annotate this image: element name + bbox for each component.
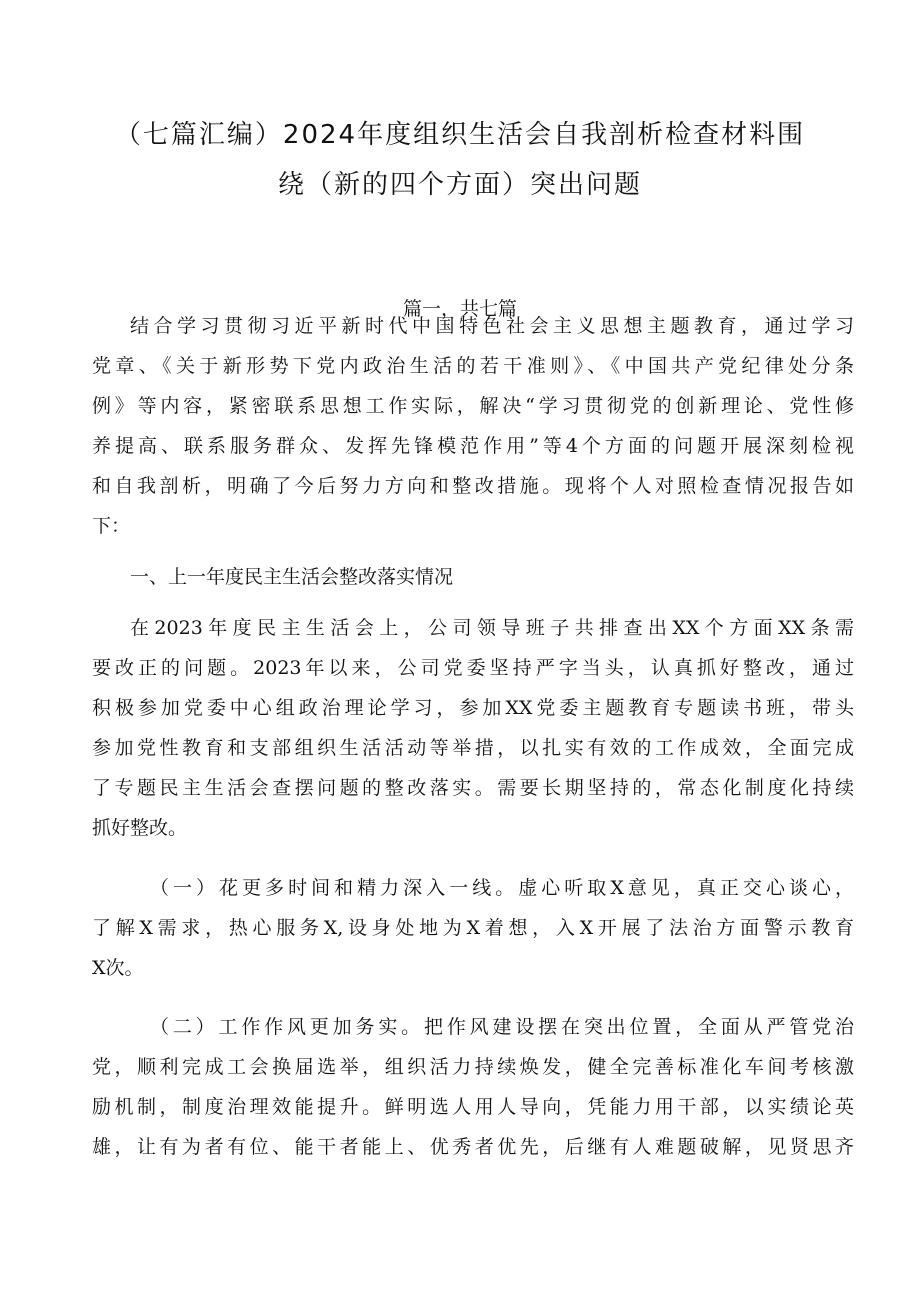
paragraph-line: 了专题民主生活会查摆问题的整改落实。需要长期坚持的，常态化制度化持续 <box>92 777 854 799</box>
paragraph-line: 雄，让有为者有位、能干者能上、优秀者优先，后继有人难题破解，见贤思齐 <box>92 1136 854 1158</box>
paragraph-line: 了解X需求，热心服务X,设身处地为X着想，入X开展了法治方面警示教育 <box>92 917 854 939</box>
paragraph-line: 和自我剖析，明确了今后努力方向和整改措施。现将个人对照检查情况报告如 <box>92 475 854 497</box>
paragraph-line: （一）花更多时间和精力深入一线。虚心听取X意见，真正交心谈心， <box>150 877 854 899</box>
section-heading: 一、上一年度民主生活会整改落实情况 <box>130 566 454 588</box>
section-subtitle: 篇一，共七篇 <box>402 298 517 320</box>
paragraph-line: 党章、《关于新形势下党内政治生活的若干准则》、《中国共产党纪律处分条 <box>92 355 854 377</box>
paragraph-line: 积极参加党委中心组政治理论学习，参加XX党委主题教育专题读书班，带头 <box>92 697 854 719</box>
paragraph-line: 在2023年度民主生活会上，公司领导班子共排查出XX个方面XX条需 <box>130 617 854 639</box>
paragraph-line: 结合学习贯彻习近平新时代中国特色社会主义思想主题教育，通过学习 <box>130 315 854 337</box>
document-title-line-2: 绕（新的四个方面）突出问题 <box>277 170 642 200</box>
paragraph-line: X次。 <box>92 957 144 979</box>
paragraph-line: 例》等内容，紧密联系思想工作实际，解决“学习贯彻党的创新理论、党性修 <box>92 395 854 417</box>
paragraph-line: 励机制，制度治理效能提升。鲜明选人用人导向，凭能力用干部，以实绩论英 <box>92 1096 854 1118</box>
paragraph-line: 要改正的问题。2023年以来，公司党委坚持严字当头，认真抓好整改，通过 <box>92 657 854 679</box>
paragraph-line: 抓好整改。 <box>92 817 188 839</box>
paragraph-line: （二）工作作风更加务实。把作风建设摆在突出位置，全面从严管党治 <box>150 1016 854 1038</box>
paragraph-line: 党，顺利完成工会换届选举，组织活力持续焕发，健全完善标准化车间考核激 <box>92 1056 854 1078</box>
paragraph-line: 下： <box>92 515 131 537</box>
paragraph-line: 养提高、联系服务群众、发挥先锋模范作用”等4个方面的问题开展深刻检视 <box>92 435 854 457</box>
paragraph-line: 参加党性教育和支部组织生活活动等举措，以扎实有效的工作成效，全面完成 <box>92 737 854 759</box>
document-title-line-1: （七篇汇编）2024年度组织生活会自我剖析检查材料围 <box>114 120 806 150</box>
